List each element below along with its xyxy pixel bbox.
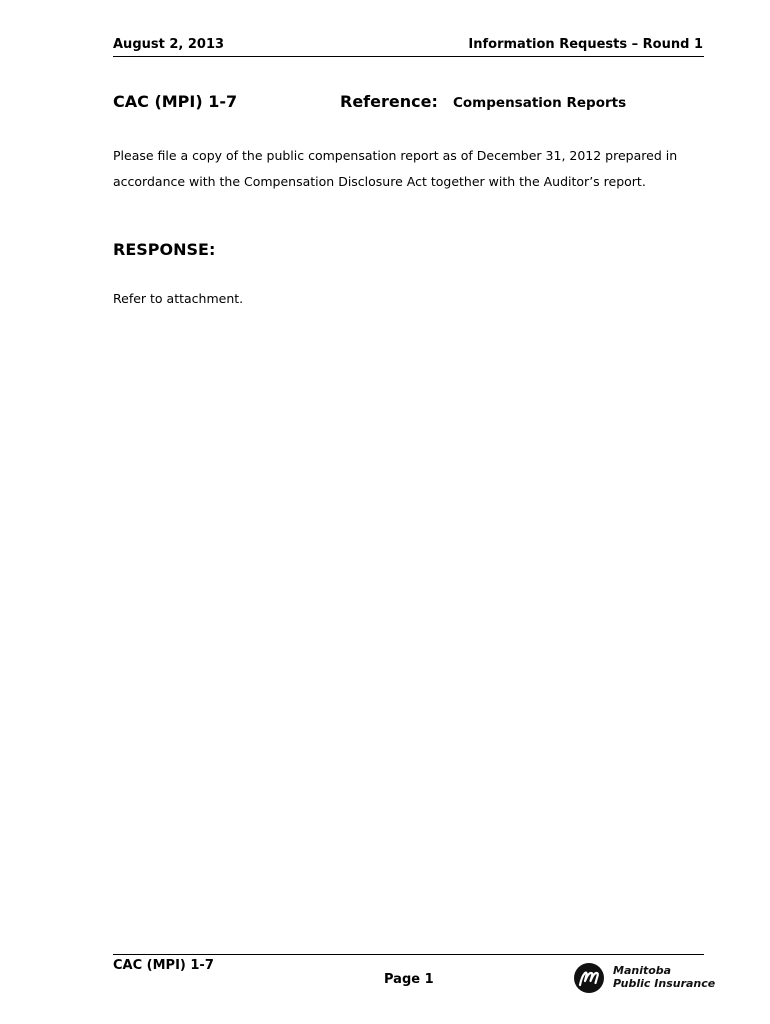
footer-reference-id: CAC (MPI) 1-7 [113,958,214,973]
mpi-logo-icon [573,962,605,994]
logo-line-1: Manitoba [613,964,672,977]
header-date: August 2, 2013 [113,37,225,52]
reference-id: CAC (MPI) 1-7 [113,92,238,111]
footer-divider [113,954,704,955]
page-number: Page 1 [384,972,434,987]
response-body: Refer to attachment. [113,291,244,306]
logo-wordmark [613,964,715,990]
reference-label: Reference: [340,92,438,111]
page-header [113,34,704,57]
response-heading: RESPONSE: [113,240,216,259]
question-line-1: Please file a copy of the public compensation report as of December 31, 2012 prepared in [113,148,678,163]
logo-line-2: Public Insurance [613,977,716,990]
header-round: Information Requests – Round 1 [468,37,703,52]
mpi-logo [573,962,716,994]
question-text [113,143,704,195]
question-line-2: accordance with the Compensation Disclosure Act together with the Auditor’s report. [113,174,646,189]
reference-subject: Compensation Reports [453,95,627,111]
